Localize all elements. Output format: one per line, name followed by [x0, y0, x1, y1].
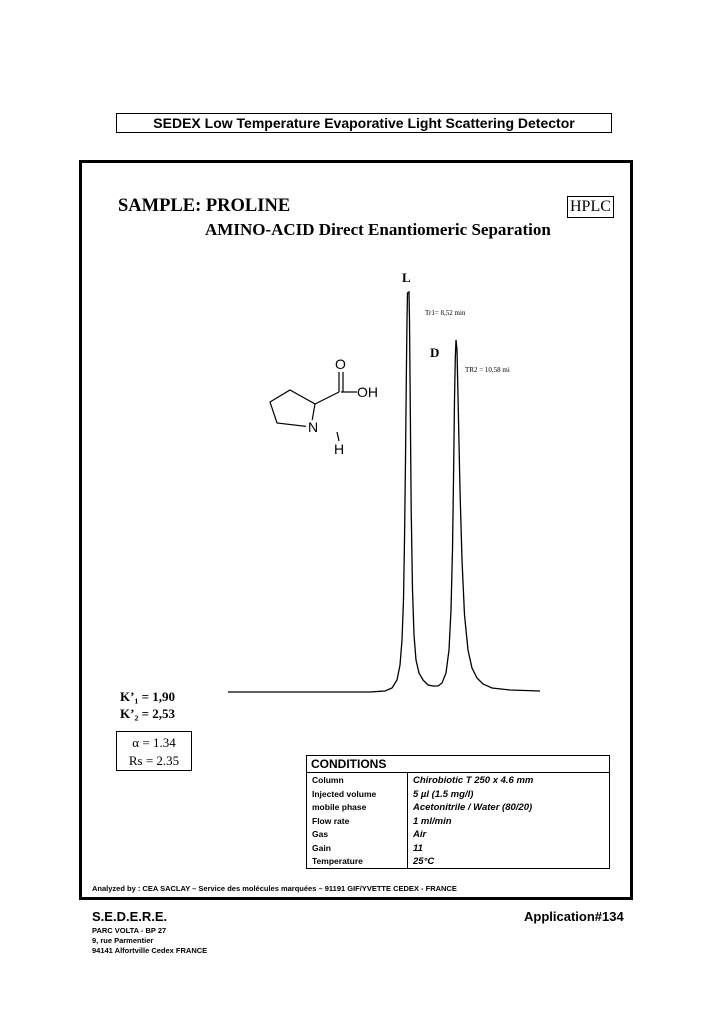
condition-label: Gas: [312, 829, 329, 839]
sample-title: SAMPLE: PROLINE: [118, 196, 291, 216]
condition-label: Gain: [312, 842, 331, 853]
atom-oxygen: O: [335, 356, 346, 372]
address-line: 9, rue Parmentier: [92, 936, 154, 945]
condition-value: 25°C: [413, 856, 435, 867]
k2-value: K’₂ = 2,53: [120, 706, 175, 721]
condition-value: Air: [413, 829, 427, 840]
analyzed-by: Analyzed by : CEA SACLAY – Service des molécules marquées – 91191 GIF/YVETTE CEDEX - FRANCE: [92, 884, 457, 893]
condition-value: 1 ml/min: [413, 815, 452, 827]
company-name: S.E.D.E.R.E.: [92, 909, 168, 924]
condition-label: mobile phase: [312, 802, 367, 812]
table-row: [307, 855, 609, 869]
table-row: [307, 842, 609, 856]
table-row: [307, 774, 609, 788]
condition-value: 11: [413, 842, 423, 854]
table-row: [307, 788, 609, 802]
chromatogram: [220, 260, 550, 700]
peak-d-retention: TR2 = 10,58 mi: [465, 366, 510, 374]
peak-l-label: L: [402, 270, 411, 285]
peak-l-retention: Tr1= 8,52 min: [425, 309, 466, 317]
k1-value: K’₁ = 1,90: [120, 689, 175, 704]
conditions-title: CONDITIONS: [307, 756, 609, 773]
atom-hydrogen: H: [334, 441, 345, 457]
document-header-title: SEDEX Low Temperature Evaporative Light Scattering Detector: [116, 113, 612, 133]
condition-label: Column: [312, 775, 344, 785]
condition-value: 5 µl (1.5 mg/l): [413, 788, 474, 800]
peak-d-label: D: [430, 345, 440, 360]
condition-label: Injected volume: [312, 788, 377, 799]
method-badge: HPLC: [567, 196, 614, 218]
condition-label: Flow rate: [312, 815, 350, 826]
table-row: [307, 828, 609, 842]
condition-label: Temperature: [312, 856, 363, 866]
atom-hydroxyl: OH: [357, 384, 378, 400]
resolution-value: Rs = 2.35: [128, 753, 180, 768]
address-line: 94141 Alfortville Cedex FRANCE: [92, 946, 208, 955]
table-row: [307, 815, 609, 829]
conditions-table: [306, 755, 610, 869]
condition-value: Chirobiotic T 250 x 4.6 mm: [413, 775, 534, 786]
selectivity-box: [116, 731, 192, 771]
sample-subtitle: AMINO-ACID Direct Enantiomeric Separation: [205, 220, 551, 239]
alpha-value: α = 1.34: [132, 735, 176, 750]
proline-structure: [255, 352, 395, 462]
table-row: [307, 801, 609, 815]
condition-value: Acetonitrile / Water (80/20): [413, 802, 533, 813]
address-line: PARC VOLTA - BP 27: [92, 926, 167, 935]
application-number: Application#134: [524, 909, 624, 924]
atom-nitrogen: N: [308, 419, 319, 435]
